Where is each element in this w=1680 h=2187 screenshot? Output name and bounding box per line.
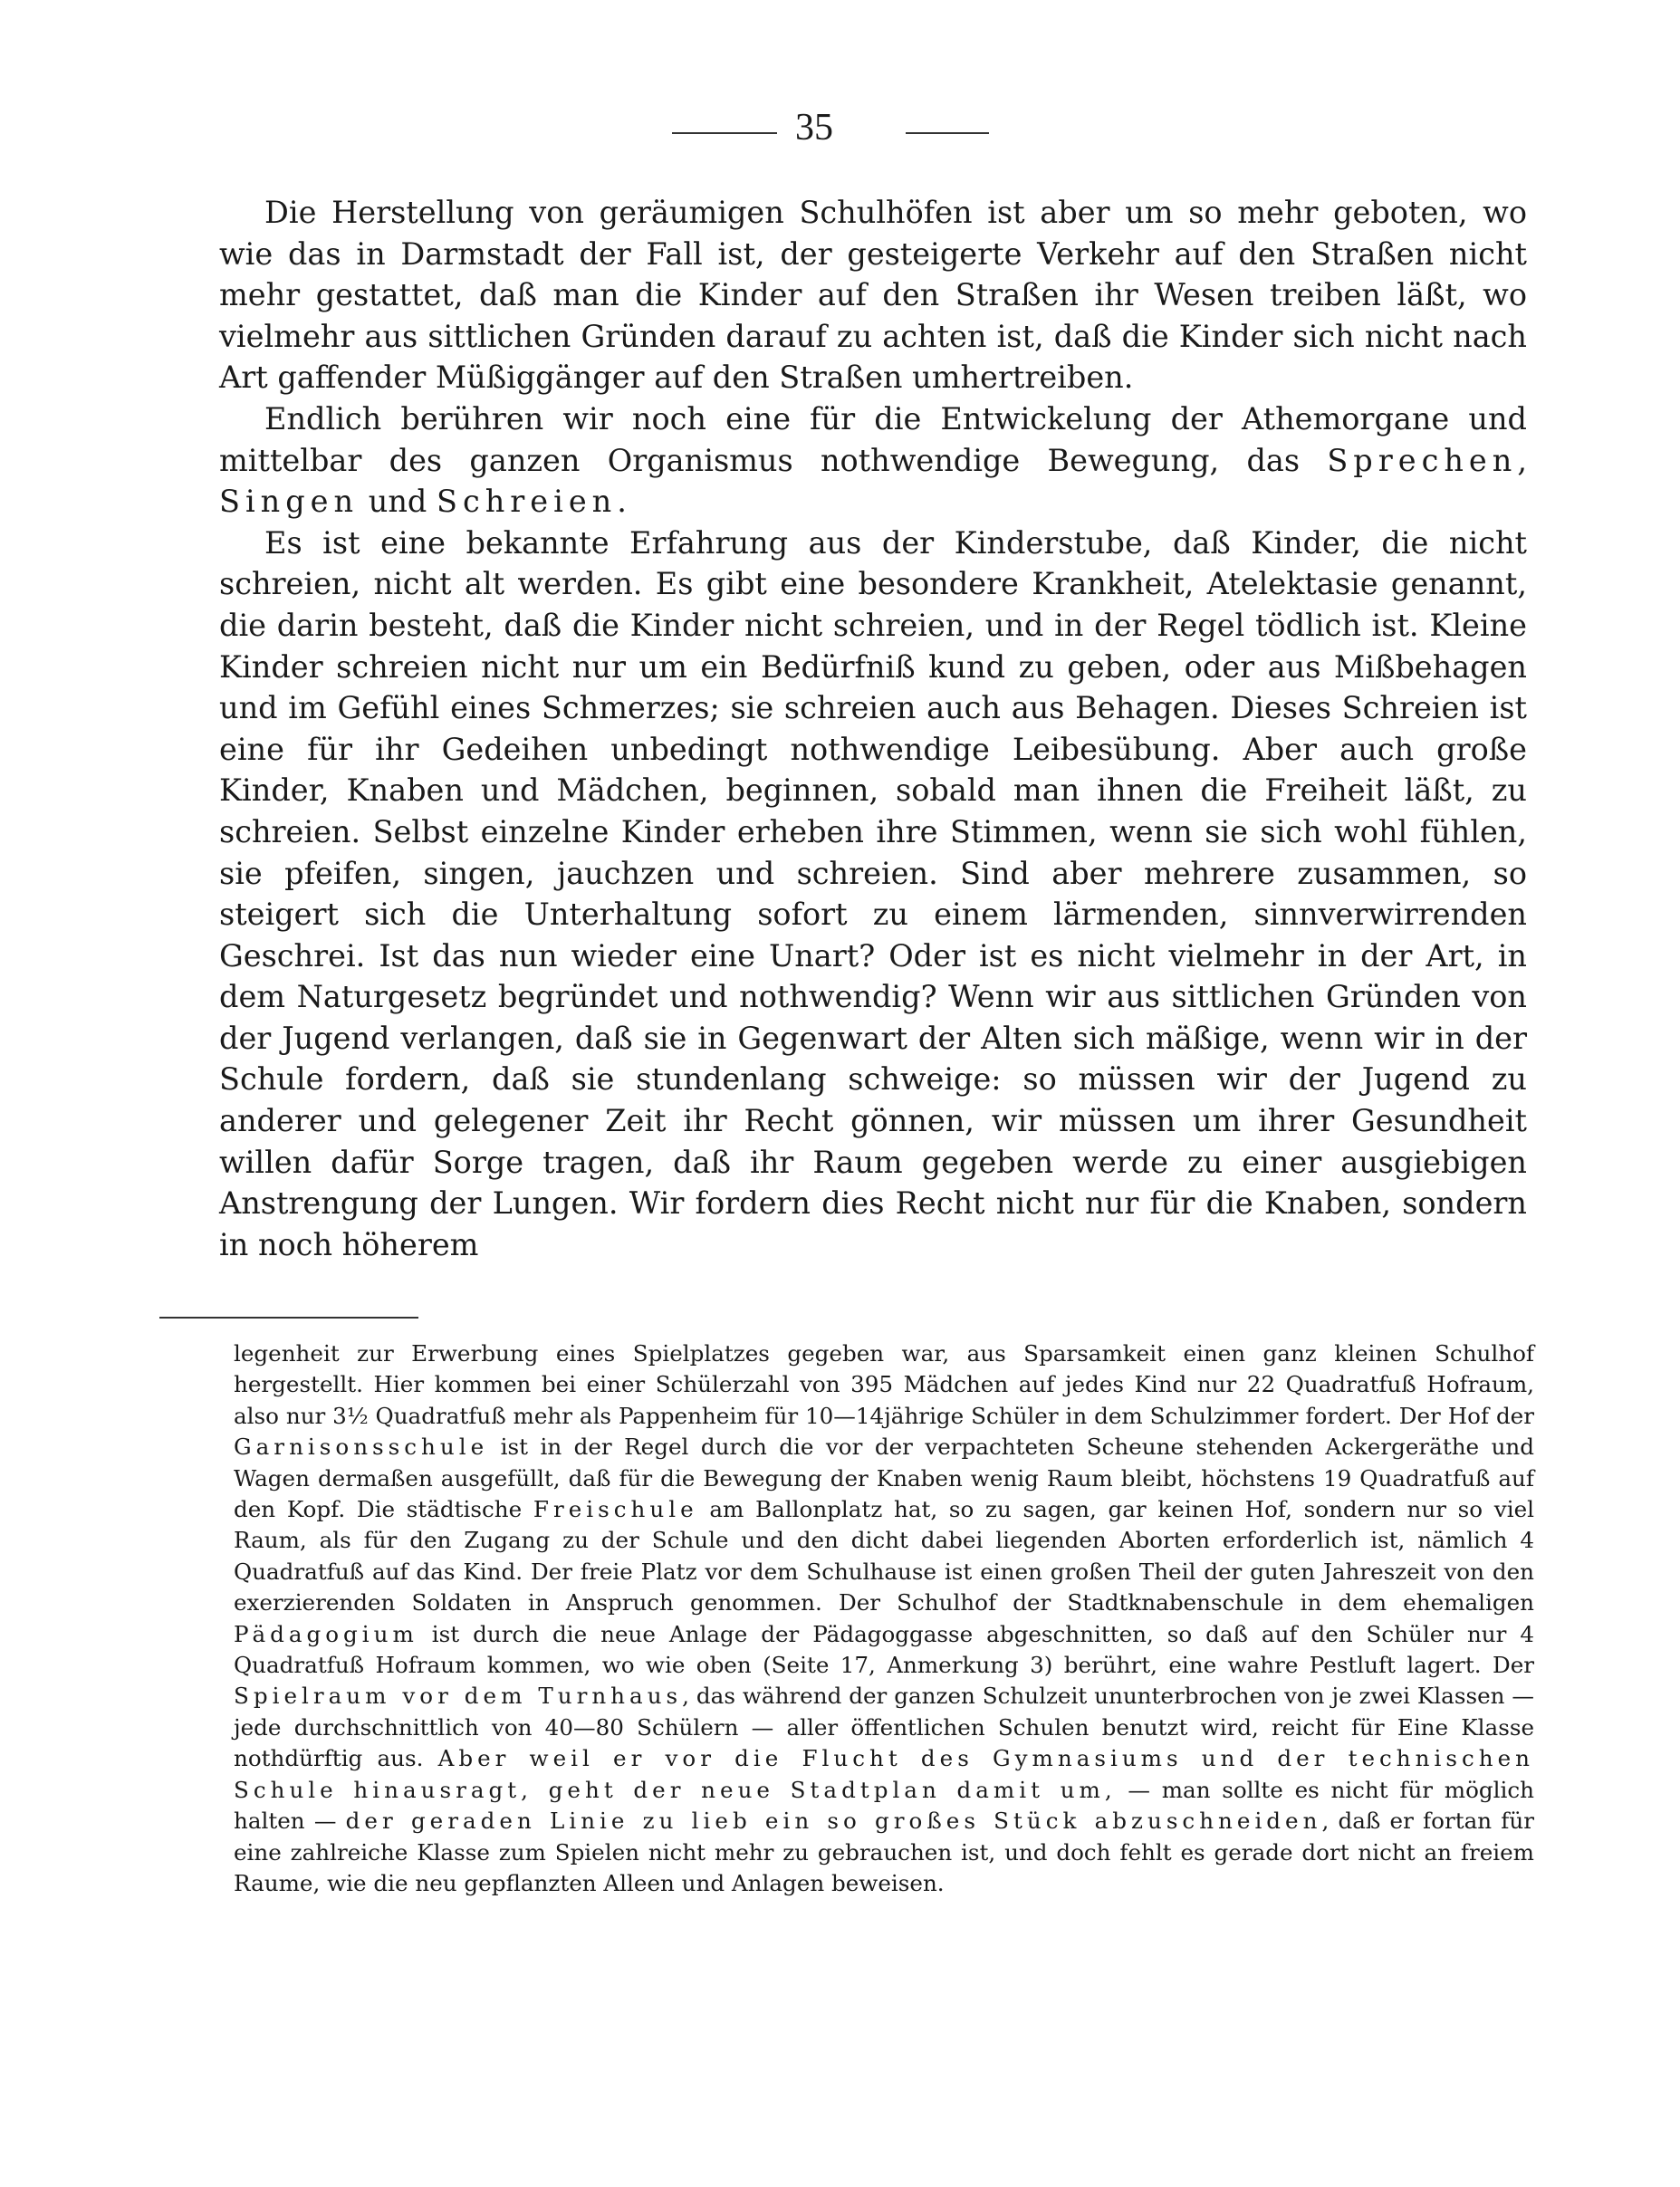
header-rule-right bbox=[906, 132, 989, 134]
period: . bbox=[617, 484, 627, 520]
footnote-text: ist in der Regel durch die vor der verpachteten Scheune stehenden Ackergeräthe und Wagen dermaßen ausgefüllt, daß für die Bewegung der Knaben wenig Raum bleibt, höchstens 19 Quadratfuß auf den Kopf. Die städtische bbox=[234, 1434, 1534, 1523]
footnote-spaced-text: Freischule bbox=[533, 1496, 698, 1523]
footnote-spaced-text: Garnisonsschule bbox=[234, 1434, 489, 1461]
spaced-word-singen: Singen bbox=[219, 484, 360, 520]
spaced-word-sprechen: Sprechen bbox=[1327, 442, 1518, 478]
footnote-text: ist durch die neue Anlage der Pädagoggasse abgeschnitten, so daß auf den Schüler nur 4 Quadratfuß Hofraum kommen, wo wie oben (Seite 17, Anmerkung 3) berührt, eine wahre Pestluft lagert. Der bbox=[234, 1620, 1534, 1679]
footnote-text: , das während der ganzen Schulzeit ununterbrochen von je zwei Klassen — jede durchschnittlich von 40—80 Schülern — aller öffentlichen Schulen benutzt wird, reicht für Eine Klasse nothdürftig aus. bbox=[234, 1683, 1534, 1772]
footnote bbox=[234, 1338, 1534, 1899]
separator: , bbox=[1517, 442, 1527, 478]
paragraph-2-text: Endlich berühren wir noch eine für die Entwickelung der Athemorgane und mittelbar des ganzen Organismus nothwendige Bewegung, das bbox=[219, 400, 1527, 478]
footnote-spaced-text: Aber weil er vor die Flucht des Gymnasiums und der technischen Schule hinausragt, geht der neue Stadtplan damit um, bbox=[234, 1745, 1534, 1803]
footnote-text: — man sollte es nicht für möglich halten — bbox=[234, 1776, 1534, 1835]
footnote-text: , daß er fortan für eine zahlreiche Klasse zum Spielen nicht mehr zu gebrauchen ist, und doch fehlt es gerade dort nicht an freiem Raume, wie die neu gepflanzten Alleen und Anlagen beweisen. bbox=[234, 1808, 1535, 1896]
page-number: 35 bbox=[795, 107, 833, 149]
footnote-spaced-text: Spielraum vor dem Turnhaus bbox=[234, 1683, 683, 1710]
footnote-text: legenheit zur Erwerbung eines Spielplatzes gegeben war, aus Sparsamkeit einen ganz kleinen Schulhof hergestellt. Hier kommen bei einer Schülerzahl von 395 Mädchen auf jedes Kind nur 22 Quadratfuß Hofraum, also nur 3½ Quadratfuß mehr als Pappenheim für 10—14jährige Schüler in dem Schulzimmer fordert. Der Hof der bbox=[234, 1340, 1534, 1429]
page-header bbox=[0, 98, 1680, 152]
main-text bbox=[219, 192, 1527, 1265]
paragraph-2 bbox=[219, 398, 1527, 523]
footnote-paragraph bbox=[234, 1338, 1534, 1899]
footnote-rule bbox=[159, 1317, 418, 1319]
header-rule-left bbox=[672, 132, 777, 134]
separator: und bbox=[359, 484, 437, 520]
footnote-spaced-text: Pädagogium bbox=[234, 1620, 418, 1647]
paragraph-1: Die Herstellung von geräumigen Schulhöfen ist aber um so mehr geboten, wo wie das in Darmstadt der Fall ist, der gesteigerte Verkehr auf den Straßen nicht mehr gestattet, daß man die Kinder auf den Straßen ihr Wesen treiben läßt, wo vielmehr aus sittlichen Gründen darauf zu achten ist, daß die Kinder sich nicht nach Art gaffender Müßiggänger auf den Straßen umhertreiben. bbox=[219, 195, 1527, 396]
footnote-text: am Ballonplatz hat, so zu sagen, gar keinen Hof, sondern nur so viel Raum, als für den Zugang zu der Schule und den dicht dabei liegenden Aborten erforderlich ist, nämlich 4 Quadratfuß auf das Kind. Der freie Platz vor dem Schulhause ist einen großen Theil der guten Jahreszeit von den exerzierenden Soldaten in Anspruch genommen. Der Schulhof der Stadtknabenschule in dem ehemaligen bbox=[234, 1496, 1534, 1616]
footnote-spaced-text: der geraden Linie zu lieb ein so großes Stück abzuschneiden bbox=[345, 1808, 1322, 1835]
spaced-word-schreien: Schreien bbox=[437, 484, 618, 520]
paragraph-3: Es ist eine bekannte Erfahrung aus der Kinderstube, daß Kinder, die nicht schreien, nicht alt werden. Es gibt eine besondere Krankheit, Atelektasie genannt, die darin besteht, daß die Kinder nicht schreien, und in der Regel tödlich ist. Kleine Kinder schreien nicht nur um ein Bedürfniß kund zu geben, oder aus Mißbehagen und im Gefühl eines Schmerzes; sie schreien auch aus Behagen. Dieses Schreien ist eine für ihr Gedeihen unbedingt nothwendige Leibesübung. Aber auch große Kinder, Knaben und Mädchen, beginnen, sobald man ihnen die Freiheit läßt, zu schreien. Selbst einzelne Kinder erheben ihre Stimmen, wenn sie sich wohl fühlen, sie pfeifen, singen, jauchzen und schreien. Sind aber mehrere zusammen, so steigert sich die Unterhaltung sofort zu einem lärmenden, sinnverwirrenden Geschrei. Ist das nun wieder eine Unart? Oder ist es nicht vielmehr in der Art, in dem Naturgesetz begründet und nothwendig? Wenn wir aus sittlichen Gründen von der Jugend verlangen, daß sie in Gegenwart der Alten sich mäßige, wenn wir in der Schule fordern, daß sie stundenlang schweige: so müssen wir der Jugend zu anderer und gelegener Zeit ihr Recht gönnen, wir müssen um ihrer Gesundheit willen dafür Sorge tragen, daß ihr Raum gegeben werde zu einer ausgiebigen Anstrengung der Lungen. Wir fordern dies Recht nicht nur für die Knaben, sondern in noch höherem bbox=[219, 524, 1527, 1262]
